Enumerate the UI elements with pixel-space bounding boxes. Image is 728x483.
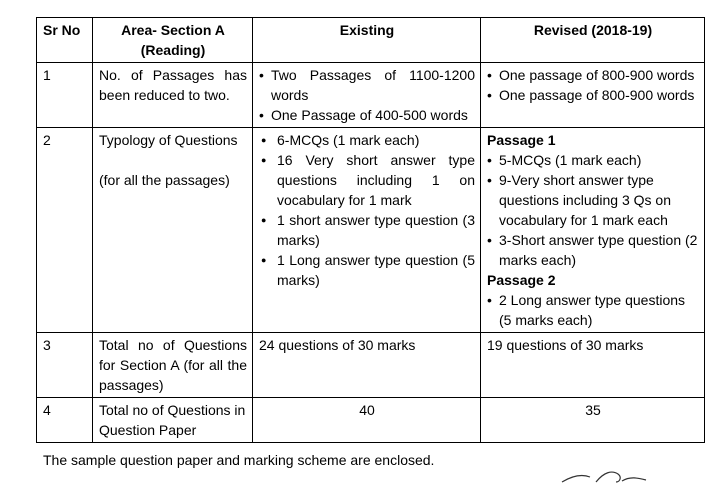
row-1-revised	[481, 63, 705, 128]
table-row	[37, 128, 705, 333]
row-3-revised: 19 questions of 30 marks	[481, 333, 705, 398]
row-3-area: Total no of Questions for Section A (for all the passages)	[93, 333, 253, 398]
row-2-existing	[253, 128, 481, 333]
table-row	[37, 398, 705, 443]
comparison-table	[36, 17, 705, 443]
signature-mark	[560, 468, 650, 483]
table-row	[37, 333, 705, 398]
row-2-existing-item-3: ● 1 short answer type question (3 marks)	[259, 210, 475, 250]
header-row	[37, 18, 705, 63]
header-sr-no: Sr No	[37, 18, 93, 63]
row-2-area-label: Typology of Questions	[99, 132, 238, 148]
passage-1-heading: Passage 1	[487, 132, 556, 148]
row-4-revised: 35	[481, 398, 705, 443]
row-2-revised	[481, 128, 705, 333]
row-4-existing: 40	[253, 398, 481, 443]
row-3-existing: 24 questions of 30 marks	[253, 333, 481, 398]
passage-2-heading: Passage 2	[487, 272, 556, 288]
passage-1-item-1: • 5-MCQs (1 mark each)	[487, 150, 699, 170]
row-2-existing-item-1: ● 6-MCQs (1 mark each)	[259, 130, 475, 150]
passage-1-item-2: • 9-Very short answer type questions including 3 Qs on vocabulary for 1 mark each	[487, 170, 699, 230]
row-2-existing-item-4: ● 1 Long answer type question (5 marks)	[259, 250, 475, 290]
passage-2-item-1: • 2 Long answer type questions (5 marks each)	[487, 290, 699, 330]
passage-1-item-3: • 3-Short answer type question (2 marks each)	[487, 230, 699, 270]
row-1-existing-item-1: • Two Passages of 1100-1200 words	[259, 65, 475, 105]
row-2-area	[93, 128, 253, 333]
row-4-sr: 4	[37, 398, 93, 443]
row-1-sr: 1	[37, 63, 93, 128]
row-1-area: No. of Passages has been reduced to two.	[93, 63, 253, 128]
row-1-existing-item-2: • One Passage of 400-500 words	[259, 105, 475, 125]
header-area: Area- Section A (Reading)	[93, 18, 253, 63]
footer-note: The sample question paper and marking scheme are enclosed.	[43, 452, 435, 468]
row-1-revised-item-1: • One passage of 800-900 words	[487, 65, 699, 85]
row-4-area: Total no of Questions in Question Paper	[93, 398, 253, 443]
header-existing: Existing	[253, 18, 481, 63]
table-row	[37, 63, 705, 128]
header-revised: Revised (2018-19)	[481, 18, 705, 63]
row-1-existing	[253, 63, 481, 128]
row-3-sr: 3	[37, 333, 93, 398]
row-1-revised-item-2: • One passage of 800-900 words	[487, 85, 699, 105]
row-2-area-note: (for all the passages)	[99, 172, 230, 188]
row-2-existing-item-2: ● 16 Very short answer type questions including 1 on vocabulary for 1 mark	[259, 150, 475, 210]
row-2-sr: 2	[37, 128, 93, 333]
